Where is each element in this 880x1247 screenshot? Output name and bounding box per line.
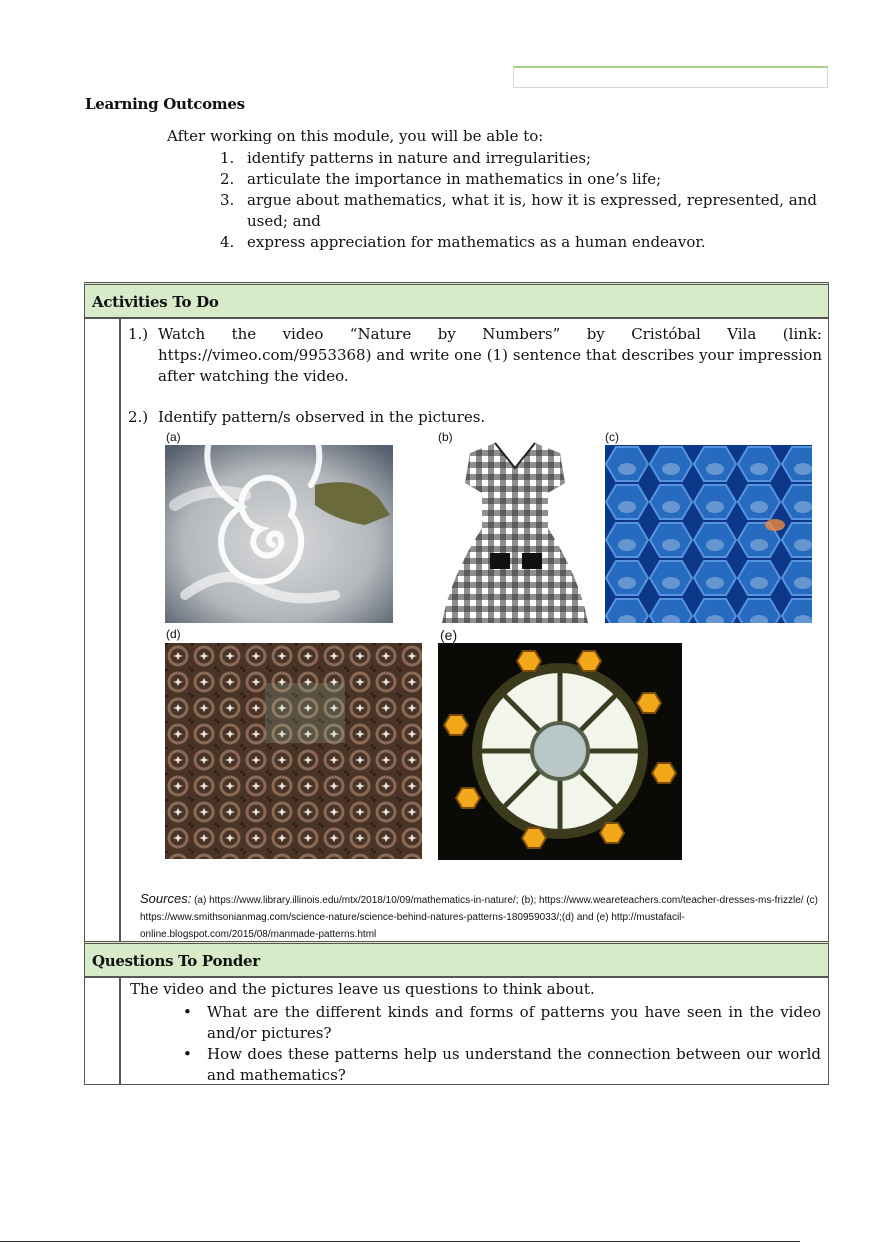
questions-list (183, 1002, 821, 1086)
activity-item-2: 2.) Identify pattern/s observed in the pictures. (128, 408, 486, 426)
lattice-screen-image (165, 643, 422, 859)
honeycomb-image (605, 445, 812, 623)
picture-label-d: (d) (166, 627, 181, 641)
list-item: 4. express appreciation for mathematics as a human endeavor. (220, 233, 706, 251)
list-item: • How does these patterns help us understand the connection between our world and mathematics? (183, 1045, 821, 1084)
learning-outcomes-heading: Learning Outcomes (85, 95, 245, 113)
activities-heading: Activities To Do (84, 282, 829, 318)
learning-outcomes-intro: After working on this module, you will be able to: (167, 127, 544, 145)
picture-label-a: (a) (166, 430, 181, 444)
list-item: 1. identify patterns in nature and irregularities; (220, 149, 592, 167)
picture-label-e: (e) (440, 627, 458, 643)
list-item: 2. articulate the importance in mathematics in one’s life; (220, 170, 662, 188)
picture-label-c: (c) (605, 430, 619, 444)
list-item: 3. argue about mathematics, what it is, how it is expressed, represented, and used; and (220, 191, 818, 230)
list-item: • What are the different kinds and forms of patterns you have seen in the video and/or pictures? (183, 1003, 821, 1042)
sources-note: Sources: (a) https://www.library.illinois.edu/mtx/2018/10/09/mathematics-in-nature/; (b); https://www.weareteachers.com/teacher-dresses-ms-frizzle/ (c) https://www.smithsonianmag.com/science-nature/science-behind-natures-patterns-180959033/;(d) and (e) http://mustafacil-online.blogspot.com/2015/08/manmade-patterns.html (140, 891, 819, 940)
cloud-spiral-image (165, 445, 393, 623)
activities-left-cell (84, 318, 120, 942)
questions-heading: Questions To Ponder (84, 941, 829, 977)
activity-item-1: 1.) Watch the video “Nature by Numbers” by Cristóbal Vila (link: https://vimeo.com/9953368) and write one (1) sentence that describes your impression after watching the video. (128, 325, 822, 385)
footer-rule (0, 1241, 800, 1242)
octagonal-chandelier-image (438, 643, 682, 860)
picture-label-b: (b) (438, 430, 453, 444)
learning-outcomes-list (220, 148, 820, 253)
gingham-dress-image (440, 438, 590, 628)
questions-intro: The video and the pictures leave us questions to think about. (130, 980, 595, 998)
questions-left-cell (84, 977, 120, 1085)
header-box (513, 66, 828, 88)
